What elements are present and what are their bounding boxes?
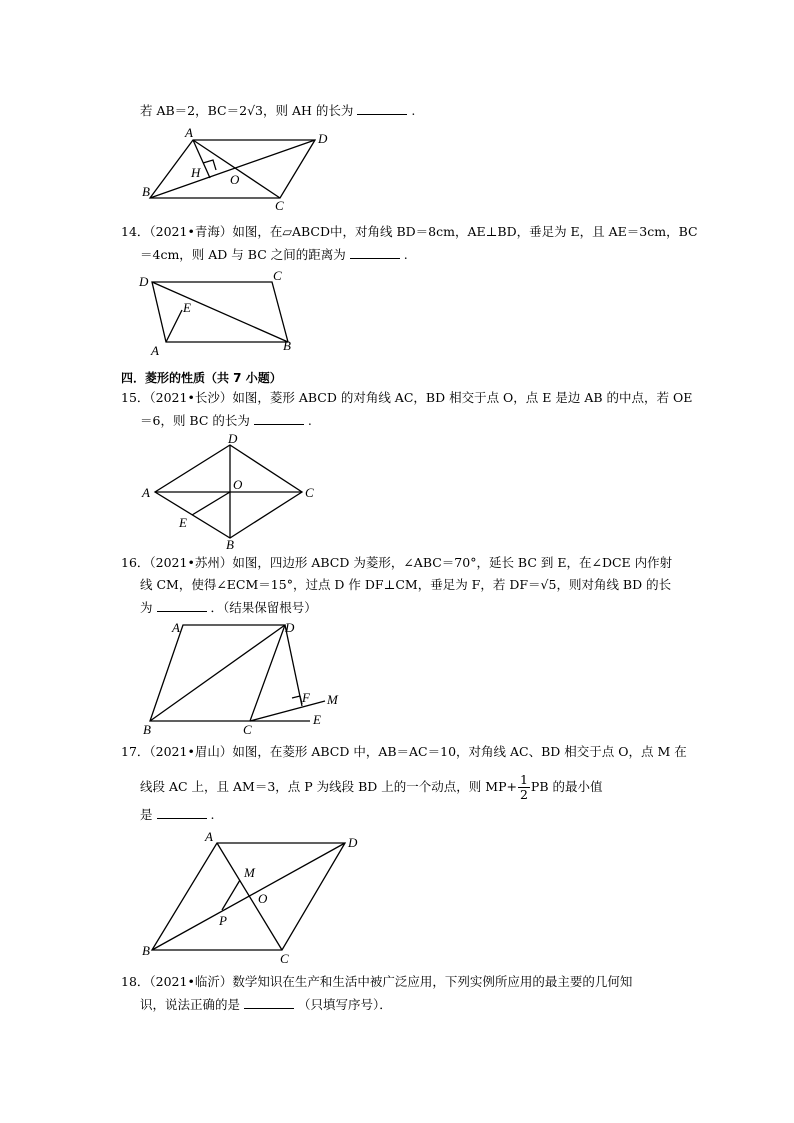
- period: .: [411, 103, 416, 118]
- q18-line1: 18．（2021•临沂）数学知识在生产和生活中被广泛应用，下列实例所应用的最主要的几何知: [121, 974, 633, 989]
- q18-line2: [140, 996, 392, 1013]
- q14-line2: [140, 246, 408, 263]
- fig14-label-A: A: [151, 343, 159, 358]
- q16-line3-suffix: ．（结果保留根号）: [210, 600, 317, 615]
- q13-text-line: [140, 102, 415, 119]
- q15-line1: 15．（2021•长沙）如图，菱形 ABCD 的对角线 AC，BD 相交于点 O，点 E 是边 AB 的中点，若 OE: [121, 390, 693, 405]
- fig17-label-O: O: [258, 891, 268, 906]
- fraction-numerator: 1: [519, 772, 528, 787]
- fig14-label-B: B: [283, 338, 291, 353]
- answer-blank[interactable]: [157, 599, 207, 612]
- fig14-label-D: D: [139, 274, 149, 289]
- q14-line2-text: ＝4cm，则 AD 与 BC 之间的距离为: [140, 247, 346, 262]
- answer-blank[interactable]: [357, 102, 407, 115]
- fig13-label-D: D: [318, 131, 328, 146]
- q16-line2: 线 CM，使得∠ECM＝15°，过点 D 作 DF⊥CM，垂足为 F，若 DF＝√5，则对角线 BD 的长: [140, 577, 672, 592]
- fig13-label-B: B: [142, 184, 150, 199]
- fig14-label-E: E: [183, 300, 191, 315]
- q15-line2-text: ＝6，则 BC 的长为: [140, 413, 250, 428]
- fig16-label-M: M: [327, 692, 338, 707]
- fig17-label-C: C: [280, 951, 289, 966]
- fig16-label-E: E: [313, 712, 321, 727]
- q17-line3: [140, 806, 215, 823]
- q17-line2-tail: PB 的最小值: [530, 779, 603, 794]
- answer-blank[interactable]: [254, 412, 304, 425]
- fig16-label-F: F: [302, 690, 310, 705]
- period: .: [210, 807, 215, 822]
- answer-blank[interactable]: [244, 996, 294, 1009]
- fig14-label-C: C: [273, 268, 282, 283]
- fig15-label-B: B: [226, 537, 234, 552]
- q16-line3-prefix: 为: [140, 600, 153, 615]
- fig17-label-A: A: [205, 829, 213, 844]
- fig15-label-E: E: [179, 515, 187, 530]
- fig15-label-O: O: [233, 477, 243, 492]
- q13-condition: 若 AB＝2，BC＝2√3，则 AH 的长为: [140, 103, 354, 118]
- fig13-label-A: A: [185, 125, 193, 140]
- fig16-label-B: B: [143, 722, 151, 737]
- fig16-label-D: D: [285, 620, 295, 635]
- fig15-label-A: A: [142, 485, 150, 500]
- fig17-label-B: B: [142, 943, 150, 958]
- period: .: [403, 247, 408, 262]
- period: .: [307, 413, 312, 428]
- fig13-label-H: H: [191, 165, 201, 180]
- fraction-denominator: 2: [519, 787, 528, 802]
- q17-line1: 17．（2021•眉山）如图，在菱形 ABCD 中，AB＝AC＝10，对角线 AC、BD 相交于点 O，点 M 在: [121, 744, 687, 759]
- fig17-label-D: D: [348, 835, 358, 850]
- q17-line2-text: 线段 AC 上，且 AM＝3，点 P 为线段 BD 上的一个动点，则 MP+: [140, 779, 517, 794]
- q18-line2-text: 识，说法正确的是: [140, 997, 241, 1012]
- fig16-label-C: C: [243, 722, 252, 737]
- fig16-label-A: A: [172, 620, 180, 635]
- fig17-label-M: M: [244, 865, 255, 880]
- q16-line3: [140, 599, 317, 616]
- q17-line2: [140, 773, 603, 802]
- fig13-label-C: C: [275, 198, 284, 213]
- answer-blank[interactable]: [157, 806, 207, 819]
- q17-line3-text: 是: [140, 807, 153, 822]
- answer-blank[interactable]: [350, 246, 400, 259]
- q15-line2: [140, 412, 312, 429]
- q18-line2-suffix: （只填写序号）．: [298, 997, 392, 1012]
- q14-line1: 14．（2021•青海）如图，在▱ABCD中，对角线 BD＝8cm，AE⊥BD，垂足为 E，且 AE＝3cm，BC: [121, 224, 698, 239]
- fig15-label-D: D: [228, 431, 238, 446]
- q16-line1: 16．（2021•苏州）如图，四边形 ABCD 为菱形，∠ABC＝70°，延长 BC 到 E，在∠DCE 内作射: [121, 555, 673, 570]
- section-heading: 四．菱形的性质（共 7 小题）: [121, 371, 282, 385]
- fig13-label-O: O: [230, 172, 240, 187]
- fraction-one-half: [518, 773, 530, 802]
- fig17-label-P: P: [219, 913, 227, 928]
- fig15-label-C: C: [305, 485, 314, 500]
